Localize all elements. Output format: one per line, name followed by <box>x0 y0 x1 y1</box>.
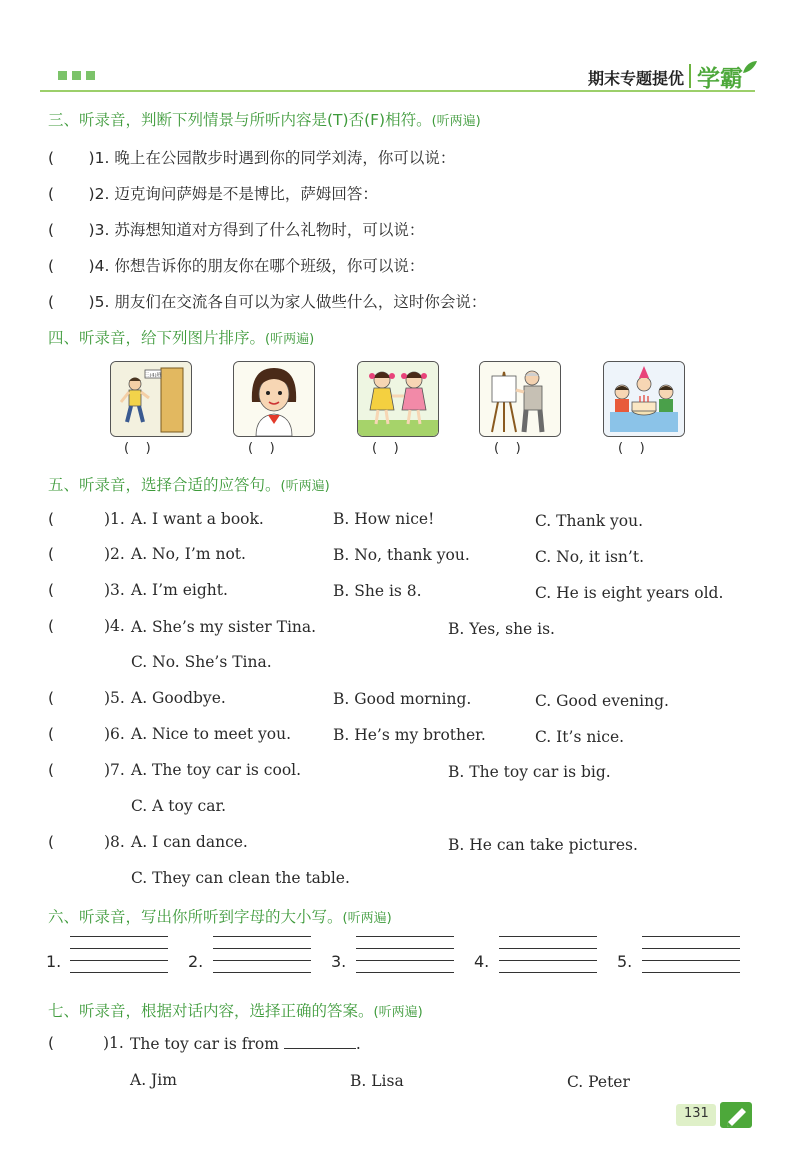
option-a: A. I want a book. <box>131 510 264 528</box>
option-a: A. I’m eight. <box>131 581 228 599</box>
s3-item <box>48 182 378 204</box>
answer-blank[interactable]: ( ) <box>48 221 95 239</box>
s3-item <box>48 290 486 312</box>
section-7-title <box>48 999 423 1021</box>
section-5-heading: 五、听录音，选择合适的应答句。 <box>48 476 281 494</box>
item-number: )6. <box>104 725 125 743</box>
section-3-note: (听两遍) <box>431 114 481 129</box>
option-c: C. Good evening. <box>535 692 669 710</box>
item-text: 迈克询问萨姆是不是博比，萨姆回答： <box>114 185 378 203</box>
answer-blank[interactable]: ( ) <box>48 185 95 203</box>
item-number: )2. <box>104 545 125 563</box>
question-text: The toy car is from <box>130 1035 279 1053</box>
answer-blank[interactable]: ( <box>48 725 94 743</box>
section-4-note: (听两遍) <box>265 332 315 347</box>
item-text: 晚上在公园散步时遇到你的同学刘涛，你可以说： <box>114 149 456 167</box>
section-6-note: (听两遍) <box>342 911 392 926</box>
item-text: 朋友们在交流各自可以为家人做些什么，这时你会说： <box>114 293 487 311</box>
item-number: )1. <box>104 510 125 528</box>
fill-in-blank[interactable] <box>284 1034 356 1049</box>
section-4-heading: 四、听录音，给下列图片排序。 <box>48 329 266 347</box>
section-5-title <box>48 473 330 495</box>
s3-item <box>48 254 424 276</box>
item-number: )5. <box>104 689 125 707</box>
option-b: B. He can take pictures. <box>448 836 638 854</box>
item-number: )7. <box>104 761 125 779</box>
item-number: 1. <box>94 149 110 167</box>
writing-number: 5. <box>617 952 633 971</box>
option-b: B. Lisa <box>350 1072 404 1090</box>
item-number: )3. <box>104 581 125 599</box>
page-number: 131 <box>684 1106 709 1121</box>
option-a: A. I can dance. <box>131 833 248 851</box>
header-decor-square <box>72 71 81 80</box>
option-c: C. A toy car. <box>131 797 227 815</box>
writing-lines[interactable] <box>356 936 454 973</box>
two-girls-picture <box>357 361 439 437</box>
s3-item <box>48 146 455 168</box>
option-c: C. Thank you. <box>535 512 644 530</box>
writing-lines[interactable] <box>70 936 168 973</box>
answer-blank[interactable]: ( ) <box>48 257 95 275</box>
option-c: C. Peter <box>567 1073 630 1091</box>
option-c: C. No, it isn’t. <box>535 548 644 566</box>
answer-blank[interactable]: ( <box>48 581 94 599</box>
answer-blank[interactable]: ( <box>48 761 94 779</box>
header-title: 期末专题提优 <box>588 69 685 88</box>
option-c: C. No. She’s Tina. <box>131 653 272 671</box>
item-number: 3. <box>94 221 110 239</box>
option-b: B. He’s my brother. <box>333 726 486 744</box>
answer-blank[interactable]: ( <box>48 833 94 851</box>
header-logo: 学霸 <box>697 66 743 92</box>
s3-item <box>48 218 424 240</box>
answer-blank[interactable]: ( ) <box>48 293 95 311</box>
option-b: B. How nice! <box>333 510 435 528</box>
option-a: A. Jim <box>130 1071 177 1089</box>
picture-answer-blank[interactable]: ( ) <box>248 441 275 456</box>
option-b: B. She is 8. <box>333 582 422 600</box>
door-sign-text: 三(4)班 <box>144 372 162 379</box>
writing-number: 3. <box>331 952 347 971</box>
birthday-party-picture <box>603 361 685 437</box>
answer-blank[interactable]: ( ) <box>48 149 95 167</box>
picture-answer-blank[interactable]: ( ) <box>618 441 645 456</box>
item-number: 4. <box>94 257 110 275</box>
header-decor-square <box>58 71 67 80</box>
option-b: B. Good morning. <box>333 690 472 708</box>
header-decor-square <box>86 71 95 80</box>
section-5-note: (听两遍) <box>280 479 330 494</box>
option-a: A. The toy car is cool. <box>131 761 302 779</box>
section-3-title <box>48 108 481 130</box>
section-7-note: (听两遍) <box>373 1005 423 1020</box>
option-c: C. It’s nice. <box>535 728 625 746</box>
picture-answer-blank[interactable]: ( ) <box>124 441 151 456</box>
option-b: B. No, thank you. <box>333 546 470 564</box>
writing-lines[interactable] <box>499 936 597 973</box>
girl-portrait-picture <box>233 361 315 437</box>
option-c: C. They can clean the table. <box>131 869 350 887</box>
answer-blank[interactable]: ( <box>48 510 94 528</box>
answer-blank[interactable]: ( <box>48 1034 94 1052</box>
answer-blank[interactable]: ( <box>48 689 94 707</box>
item-number: )8. <box>104 833 125 851</box>
item-number: )1. <box>103 1034 124 1052</box>
section-3-heading: 三、听录音，判断下列情景与所听内容是(T)否(F)相符。 <box>48 111 432 129</box>
item-text: 苏海想知道对方得到了什么礼物时，可以说： <box>114 221 425 239</box>
section-6-title <box>48 905 392 927</box>
writing-number: 4. <box>474 952 490 971</box>
item-number: 2. <box>94 185 110 203</box>
option-b: B. Yes, she is. <box>448 620 555 638</box>
section-6-heading: 六、听录音，写出你所听到字母的大小写。 <box>48 908 343 926</box>
option-b: B. The toy car is big. <box>448 763 611 781</box>
leaf-icon <box>742 60 758 74</box>
option-a: A. No, I’m not. <box>131 545 246 563</box>
answer-blank[interactable]: ( <box>48 617 94 635</box>
section-4-title <box>48 326 314 348</box>
grandpa-painting-picture <box>479 361 561 437</box>
answer-blank[interactable]: ( <box>48 545 94 563</box>
writing-lines[interactable] <box>642 936 740 973</box>
writing-lines[interactable] <box>213 936 311 973</box>
writing-number: 2. <box>188 952 204 971</box>
option-c: C. He is eight years old. <box>535 584 724 602</box>
header-divider <box>689 64 691 88</box>
section-7-heading: 七、听录音，根据对话内容，选择正确的答案。 <box>48 1002 374 1020</box>
option-a: A. Goodbye. <box>131 689 226 707</box>
picture-answer-blank[interactable]: ( ) <box>494 441 521 456</box>
writing-number: 1. <box>46 952 62 971</box>
question-period: . <box>355 1035 361 1053</box>
item-number: 5. <box>94 293 110 311</box>
option-a: A. Nice to meet you. <box>131 725 292 743</box>
question-stem <box>130 1034 361 1053</box>
pencil-icon <box>720 1102 752 1128</box>
item-number: )4. <box>104 617 125 635</box>
header-rule <box>40 90 755 92</box>
boy-entering-classroom-picture <box>110 361 192 437</box>
picture-answer-blank[interactable]: ( ) <box>372 441 399 456</box>
item-text: 你想告诉你的朋友你在哪个班级，你可以说： <box>114 257 425 275</box>
option-a: A. She’s my sister Tina. <box>131 618 317 636</box>
